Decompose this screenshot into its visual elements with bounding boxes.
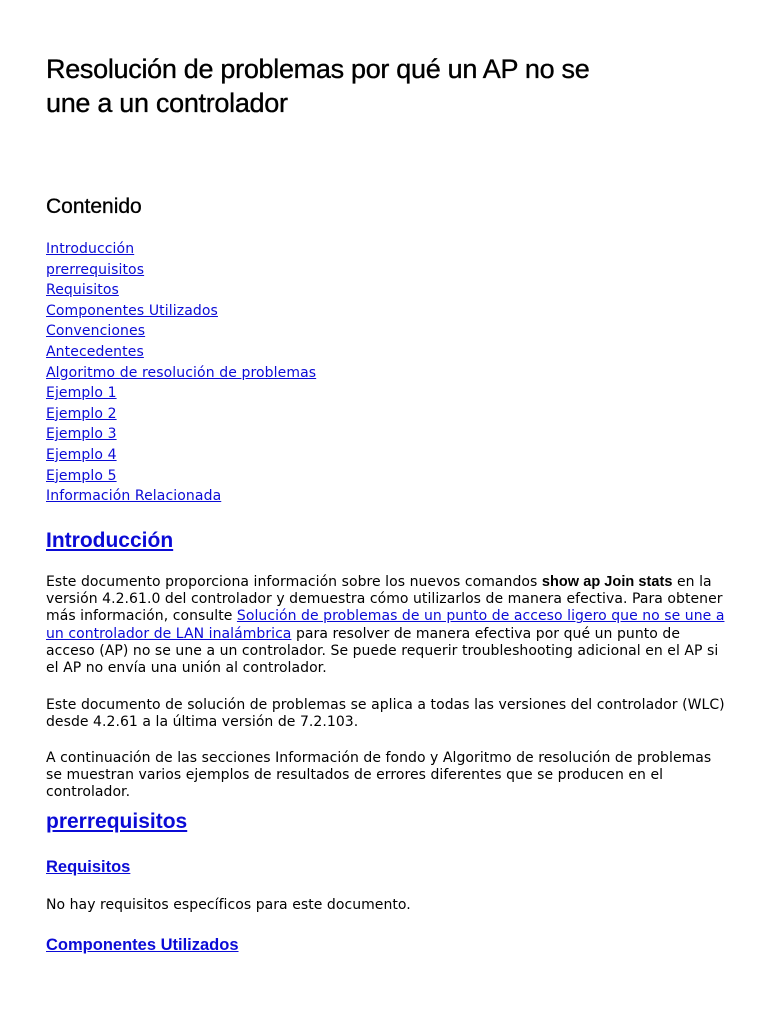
toc-item <box>46 466 316 487</box>
toc-link-requisitos[interactable]: Requisitos <box>46 282 119 299</box>
intro-paragraph-2: Este documento de solución de problemas se aplica a todas las versiones del controlador (WLC) desde 4.2.61 a la última versión de 7.2.103. <box>46 697 725 731</box>
toc-item <box>46 445 316 466</box>
componentes-anchor-link[interactable]: Componentes Utilizados <box>46 936 239 954</box>
table-of-contents <box>46 239 316 507</box>
requirements-paragraph: No hay requisitos específicos para este documento. <box>46 897 411 913</box>
introduccion-anchor-link[interactable]: Introducción <box>46 529 174 552</box>
toc-link-informacion-relacionada[interactable]: Información Relacionada <box>46 488 222 505</box>
toc-link-ejemplo-4[interactable]: Ejemplo 4 <box>46 446 117 463</box>
toc-item <box>46 239 316 260</box>
intro-p1-text-a: Este documento proporciona información sobre los nuevos comandos <box>46 574 542 590</box>
section-heading-prerrequisitos <box>46 809 187 835</box>
requisitos-anchor-link[interactable]: Requisitos <box>46 858 131 876</box>
intro-paragraph-3: A continuación de las secciones Información de fondo y Algoritmo de resolución de problemas se muestran varios ejemplos de resultados de errores diferentes que se producen en el controlador. <box>46 750 712 801</box>
toc-item <box>46 383 316 404</box>
toc-item <box>46 342 316 363</box>
intro-p1-text-b: en la versión 4.2.61.0 del controlador y demuestra cómo utilizarlos de manera efectiva. Para obtener más información, consulte <box>46 574 723 625</box>
toc-item <box>46 486 316 507</box>
troubleshooting-guide-link[interactable]: Solución de problemas de un punto de acceso ligero que no se une a un controlador de LAN inalámbrica <box>46 608 725 642</box>
toc-item <box>46 280 316 301</box>
toc-item <box>46 301 316 322</box>
toc-item <box>46 424 316 445</box>
page-title <box>46 52 726 120</box>
intro-p1-text-c: para resolver de manera efectiva por qué un punto de acceso (AP) no se une a un controlador. Se puede requerir troubleshooting adicional en el AP si el AP no envía una unión al controlador. <box>46 625 719 677</box>
toc-link-antecedentes[interactable]: Antecedentes <box>46 343 144 360</box>
toc-link-prerrequisitos[interactable]: prerrequisitos <box>46 261 145 278</box>
toc-item <box>46 260 316 281</box>
toc-item <box>46 404 316 425</box>
toc-link-ejemplo-5[interactable]: Ejemplo 5 <box>46 467 117 484</box>
toc-link-algoritmo[interactable]: Algoritmo de resolución de problemas <box>46 364 317 381</box>
prerrequisitos-anchor-link[interactable]: prerrequisitos <box>46 810 188 833</box>
toc-heading: Contenido <box>46 195 142 218</box>
toc-link-introduccion[interactable]: Introducción <box>46 241 135 257</box>
toc-link-ejemplo-1[interactable]: Ejemplo 1 <box>46 385 117 402</box>
toc-link-componentes[interactable]: Componentes Utilizados <box>46 302 218 319</box>
command-show-ap-join-stats: show ap Join stats <box>541 574 673 590</box>
toc-item <box>46 363 316 384</box>
section-heading-introduccion <box>46 528 173 554</box>
subsection-heading-componentes <box>46 935 239 955</box>
toc-link-convenciones[interactable]: Convenciones <box>46 323 146 340</box>
toc-item <box>46 321 316 342</box>
toc-link-ejemplo-2[interactable]: Ejemplo 2 <box>46 405 117 422</box>
subsection-heading-requisitos <box>46 857 130 877</box>
intro-paragraph-1 <box>46 574 726 677</box>
page-title-line-1: Resolución de problemas por qué un AP no se <box>46 54 590 84</box>
page-title-line-2: une a un controlador <box>46 88 288 118</box>
toc-link-ejemplo-3[interactable]: Ejemplo 3 <box>46 426 117 443</box>
